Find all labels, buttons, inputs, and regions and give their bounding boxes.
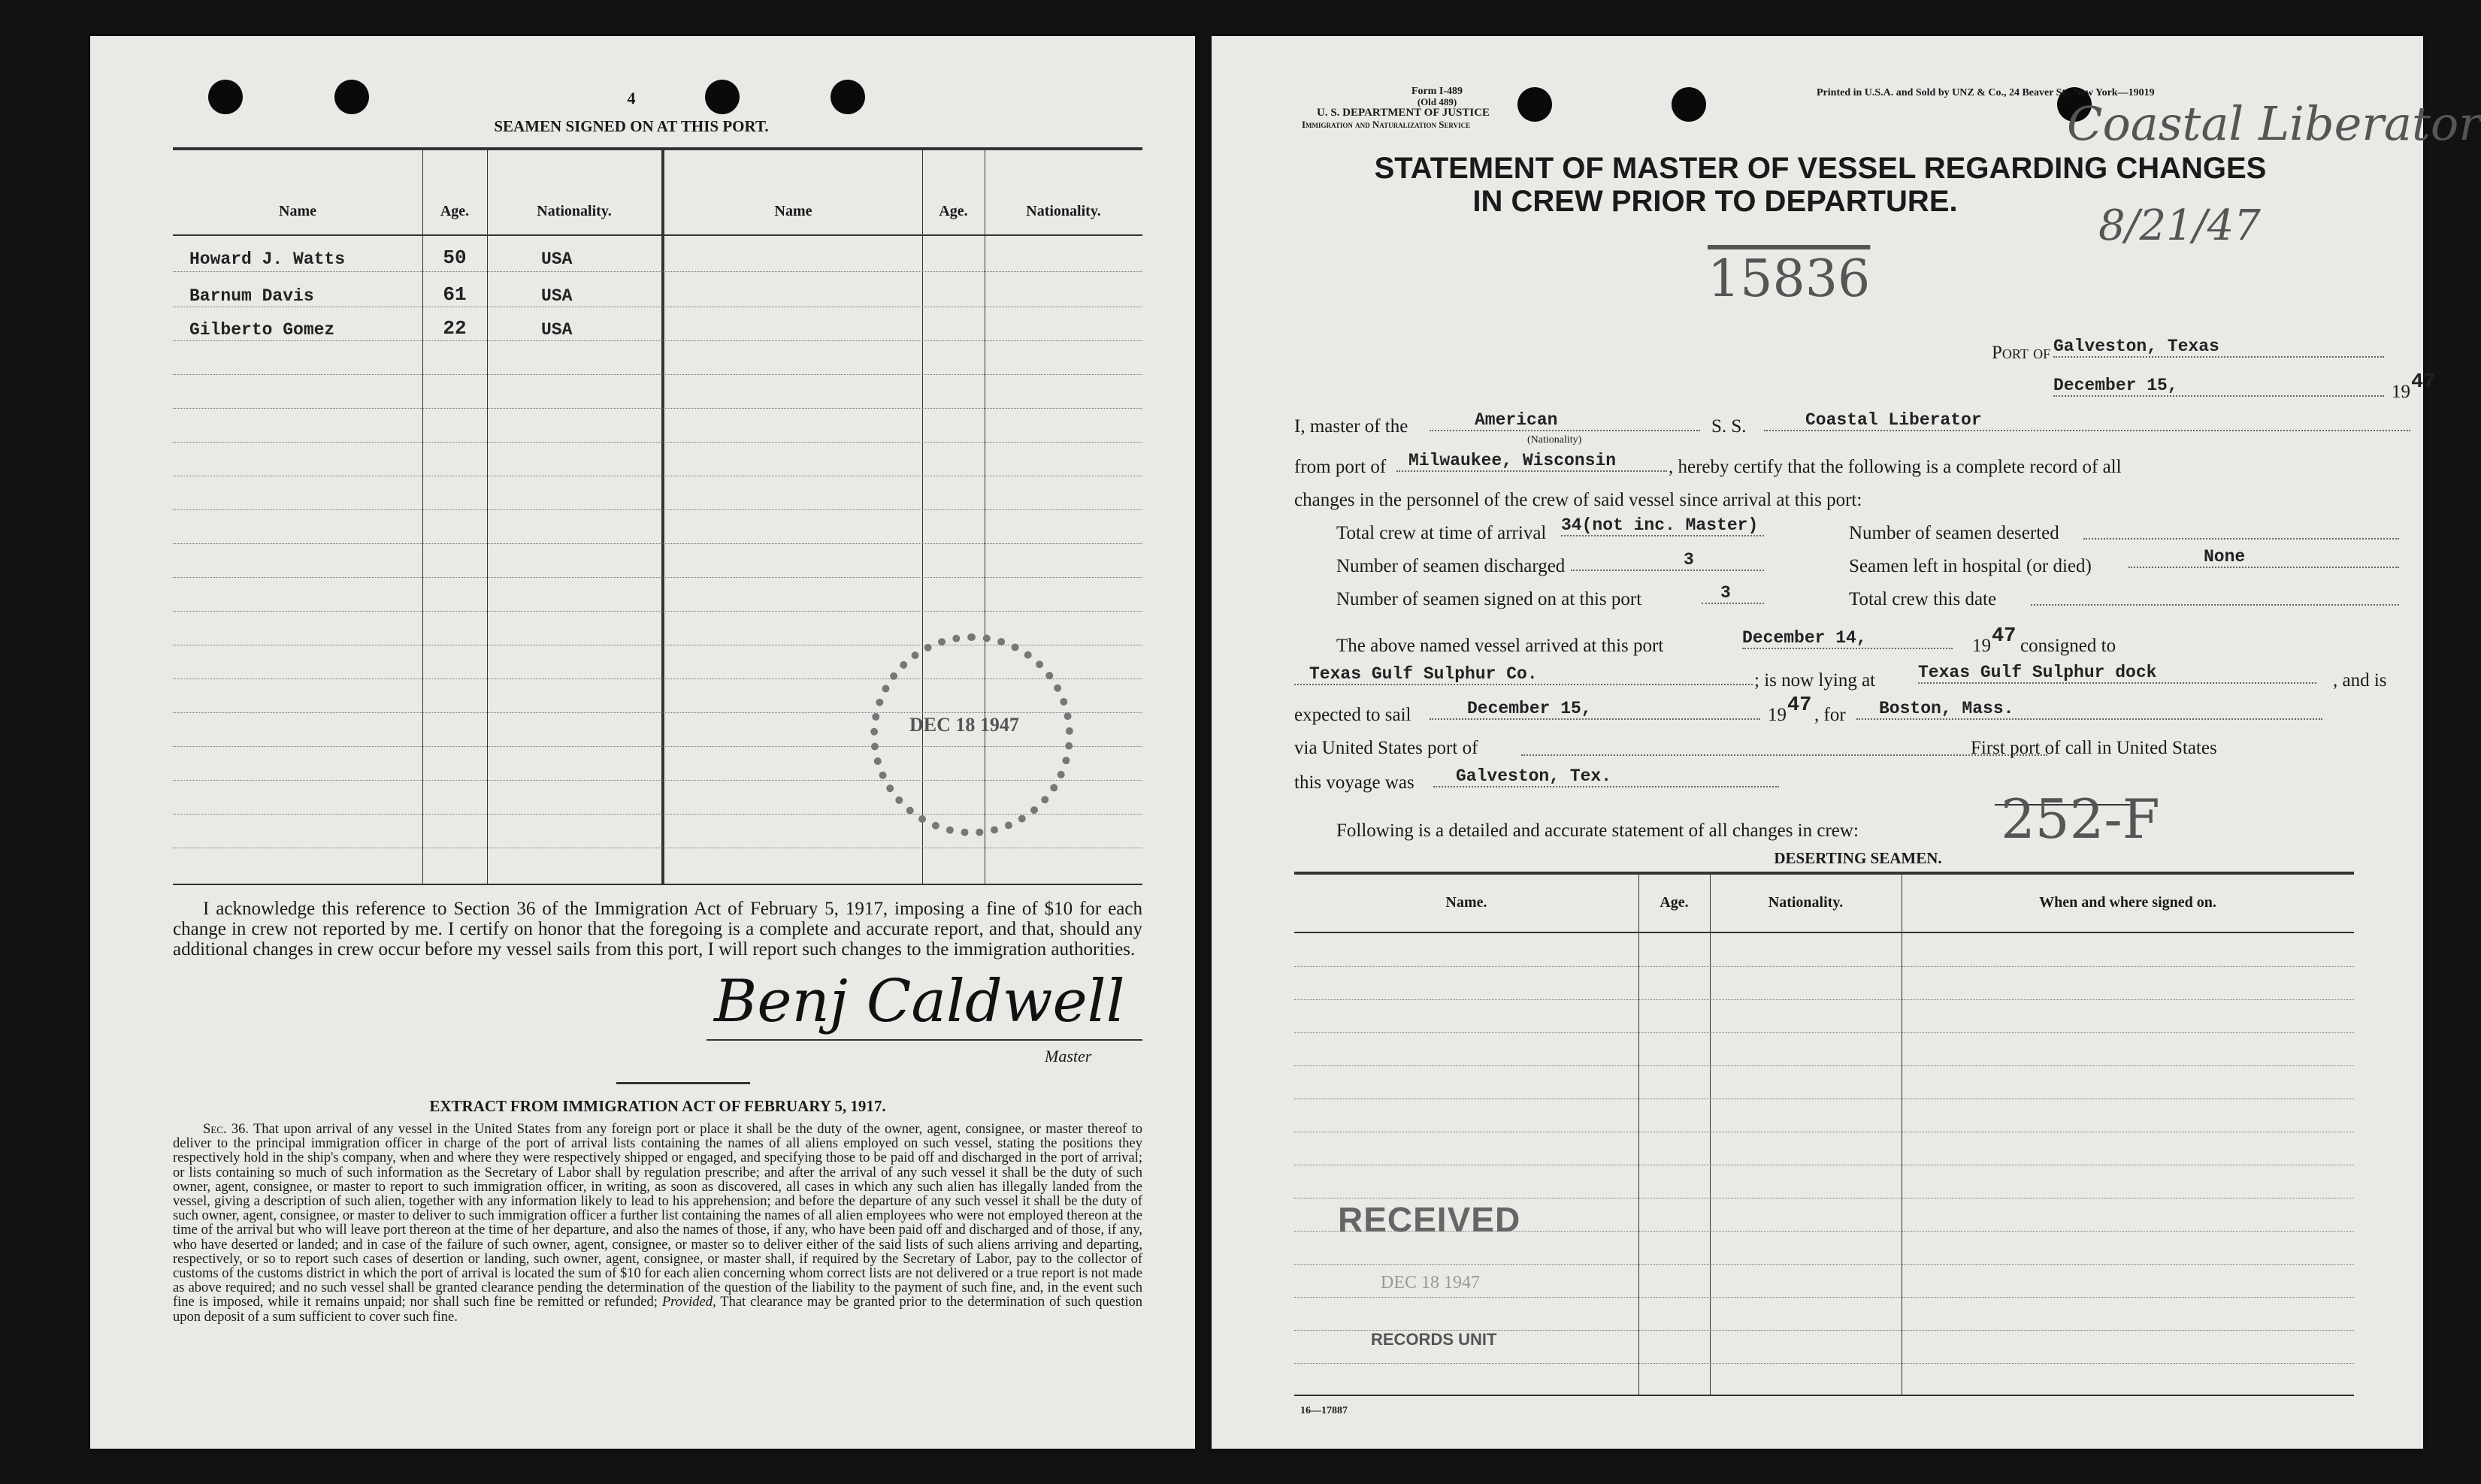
department: U. S. DEPARTMENT OF JUSTICE [1317, 107, 1490, 119]
row-line [173, 271, 1142, 272]
handwritten-date: 8/21/47 [2098, 201, 2261, 250]
extract-body [173, 1123, 1142, 1325]
header-rule [173, 234, 1142, 236]
service-name: Immigration and Naturalization Service [1302, 119, 1471, 130]
footer-code: 16—17887 [1300, 1405, 1348, 1416]
row-line [1294, 1264, 2354, 1265]
binder-hole [831, 80, 865, 114]
year-prefix: 19 [2392, 382, 2410, 402]
discharged-value: 3 [1571, 550, 1764, 571]
col-divider [487, 150, 488, 884]
handwritten-vessel: Coastal Liberator [2067, 96, 2481, 151]
form-number: Form I-489 [1411, 86, 1463, 97]
binder-hole [208, 80, 243, 114]
from-port-value: Milwaukee, Wisconsin [1396, 451, 1667, 472]
row-age: 61 [443, 283, 467, 306]
table-bottom-rule [173, 884, 1142, 885]
col-divider [1710, 875, 1711, 1395]
stamp-date: DEC 18 1947 [909, 714, 1019, 736]
expected-date: December 15, [1430, 699, 1760, 720]
arrived-year-suffix: 47 [1992, 625, 2017, 648]
header-nationality: Nationality. [537, 203, 612, 219]
row-nationality: USA [541, 286, 573, 306]
table-bottom-rule [1294, 1395, 2354, 1396]
nationality-caption: (Nationality) [1527, 434, 1582, 446]
master-label: Master [1045, 1047, 1092, 1065]
vessel-name: Coastal Liberator [1764, 410, 2410, 431]
total-crew-date-value [2031, 583, 2399, 606]
row-line [173, 543, 1142, 544]
header-rule [1294, 932, 2354, 933]
expected-label: expected to sail [1294, 705, 1411, 725]
left-page [90, 36, 1195, 1449]
expected-year-prefix: 19 [1768, 705, 1787, 725]
header-nationality: Nationality. [1768, 894, 1844, 911]
discharged-label: Number of seamen discharged [1336, 556, 1566, 576]
total-crew-date-label: Total crew this date [1849, 589, 1997, 609]
port-of-label: Port of [1992, 343, 2051, 363]
total-crew-arrival-value: 34(not inc. Master) [1561, 515, 1764, 536]
section-title: SEAMEN SIGNED ON AT THIS PORT. [494, 117, 769, 135]
voyage-label: this voyage was [1294, 772, 1414, 793]
row-line [173, 611, 1142, 612]
extract-lead: Sec. 36. [203, 1122, 249, 1137]
header-name-2: Name [774, 203, 812, 219]
consigned-label: consigned to [2020, 636, 2116, 656]
form-title-line2: IN CREW PRIOR TO DEPARTURE. [1472, 185, 1958, 218]
extract-provided: Provided, [661, 1295, 716, 1310]
extract-separator [616, 1082, 750, 1084]
binder-hole [1672, 87, 1706, 122]
changes-text: changes in the personnel of the crew of said vessel since arrival at this port: [1294, 490, 1862, 510]
row-nationality: USA [541, 249, 573, 269]
row-line [1294, 966, 2354, 967]
received-stamp: RECEIVED [1338, 1200, 1521, 1239]
from-port-label: from port of [1294, 457, 1387, 477]
master-of-label: I, master of the [1294, 416, 1408, 437]
first-port-label: First port of call in United States [1971, 738, 2217, 758]
consignee-value: Texas Gulf Sulphur Co. [1294, 664, 1753, 685]
row-line [173, 408, 1142, 409]
following-label: Following is a detailed and accurate statement of all changes in crew: [1336, 821, 1859, 841]
master-signature: Benj Caldwell [714, 968, 1125, 1035]
form-title-line1: STATEMENT OF MASTER OF VESSEL REGARDING CHANGES [1374, 152, 2267, 185]
header-nationality-2: Nationality. [1026, 203, 1101, 219]
header-signed-on: When and where signed on. [2039, 894, 2216, 911]
col-divider [661, 150, 664, 884]
lying-value: Texas Gulf Sulphur dock [1918, 663, 2316, 684]
row-line [1294, 1297, 2354, 1298]
row-age: 22 [443, 317, 467, 340]
header-age-2: Age. [939, 203, 968, 219]
header-name: Name. [1445, 894, 1487, 911]
arrived-label: The above named vessel arrived at this port [1336, 636, 1664, 656]
printer-line: Printed in U.S.A. and Sold by UNZ & Co., 24 Beaver St., New York—19019 [1817, 87, 2155, 98]
lying-label: ; is now lying at [1754, 670, 1876, 691]
extract-end: That clearance may be granted prior to the determination of such question upon deposit of a sum sufficient to cover such fine. [173, 1295, 1142, 1325]
header-age: Age. [1660, 894, 1689, 911]
arrived-date: December 14, [1742, 628, 1953, 649]
row-name: Howard J. Watts [189, 249, 346, 269]
row-name: Gilberto Gomez [189, 320, 335, 340]
form-old-number: (Old 489) [1417, 96, 1457, 107]
col-divider [1638, 875, 1639, 1395]
row-age: 50 [443, 246, 467, 269]
row-name: Barnum Davis [189, 286, 314, 306]
signed-on-label: Number of seamen signed on at this port [1336, 589, 1642, 609]
header-name: Name [279, 203, 316, 219]
arrived-year-prefix: 19 [1972, 636, 1991, 656]
via-label: via United States port of [1294, 738, 1478, 758]
handwritten-code: 252-F [2001, 787, 2160, 851]
page-number: 4 [627, 89, 636, 107]
binder-hole [1517, 87, 1552, 122]
signed-on-value: 3 [1702, 583, 1764, 604]
voyage-value: Galveston, Tex. [1433, 766, 1779, 787]
year-suffix: 47 [2411, 371, 2436, 394]
certify-text: , hereby certify that the following is a complete record of all [1669, 457, 2122, 477]
expected-year-suffix: 47 [1787, 694, 1812, 717]
hospital-label: Seamen left in hospital (or died) [1849, 556, 2092, 576]
ss-label: S. S. [1711, 416, 1747, 437]
received-date: DEC 18 1947 [1381, 1273, 1480, 1292]
right-page [1212, 36, 2481, 1449]
destination-value: Boston, Mass. [1856, 699, 2322, 720]
extract-text: That upon arrival of any vessel in the United States from any foreign port or place it shall be the duty of the owner, agent, consignee, or master thereof to deliver to the principal immigration officer in charge of the port of arrival lists containing the names of all aliens employed on such vessel, stating the positions they respectively hold in the ship's company, when and where they were respectively shipped or engaged, and specifying those to be paid off and discharged in the port of arrival; or lists containing so much of such information as the Secretary of Labor shall by regulation prescribe; and after the arrival of any such vessel it shall be the duty of such owner, agent, consignee, or master to report to such immigration officer, in writing, as soon as discovered, all cases in which any such alien has illegally landed from the vessel, giving a description of such alien, together with any information likely to lead to his apprehension; and before the departure of any such vessel it shall be the duty of such owner, agent, consignee, or master to deliver to such immigration officer a further list containing the names of all alien employees who were not employed thereon at the time of the arrival but who will leave port thereon at the time of her departure, and also the names of those, if any, who have been paid off and discharged and of those, if any, who have deserted or landed; and in case of the failure of such owner, agent, consignee, or master so to deliver either of the said lists of such aliens arriving and departing, respectively, or so to report such cases of desertion or landing, such owner, agent, consignee, or master shall, if required by the Secretary of Labor, pay to the collector of customs of the customs district in which the port of arrival is located the sum of $10 for each alien concerning whom correct lists are not delivered or a true report is not made as above required; and no such vessel shall be granted clearance pending the determination of the question of the liability to the payment of such fine, and, in the event such fine is imposed, while it remains unpaid; nor shall such fine be remitted or refunded; [173, 1122, 1142, 1310]
signature-line [706, 1039, 1142, 1041]
header-age: Age. [440, 203, 470, 219]
row-line [173, 442, 1142, 443]
total-crew-arrival-label: Total crew at time of arrival [1336, 523, 1547, 543]
row-line [1294, 999, 2354, 1000]
row-nationality: USA [541, 320, 573, 340]
deserted-value [2083, 517, 2399, 539]
date-value: December 15, [2053, 376, 2384, 397]
extract-title: EXTRACT FROM IMMIGRATION ACT OF FEBRUARY 5, 1917. [429, 1097, 886, 1115]
nationality-value: American [1430, 410, 1700, 431]
row-line [173, 509, 1142, 510]
row-line [173, 374, 1142, 375]
acknowledgment-text: I acknowledge this reference to Section 36 of the Immigration Act of February 5, 1917, imposing a fine of $10 for each change in crew not reported by me. I certify on honor that the foregoing is a complete and accurate report, and that, should any additional changes in crew occur before my vessel sails from this port, I will report such changes to the immigration authorities. [173, 899, 1142, 960]
binder-hole [705, 80, 740, 114]
deserting-title: DESERTING SEAMEN. [1774, 849, 1942, 867]
table-top-rule [1294, 872, 2354, 875]
port-of-value: Galveston, Texas [2053, 337, 2384, 358]
hospital-value: None [2129, 547, 2399, 568]
row-line [1294, 1032, 2354, 1033]
row-line [173, 577, 1142, 578]
records-unit: RECORDS UNIT [1371, 1330, 1497, 1349]
row-line [1294, 1363, 2354, 1364]
via-value [1521, 733, 2047, 756]
row-line [173, 340, 1142, 341]
for-label: , for [1814, 705, 1846, 725]
table-top-rule [173, 147, 1142, 150]
deserted-label: Number of seamen deserted [1849, 523, 2059, 543]
handwritten-number: 15836 [1708, 249, 1871, 309]
row-line [1294, 1065, 2354, 1066]
binder-hole [334, 80, 369, 114]
and-is-label: , and is [2333, 670, 2387, 691]
